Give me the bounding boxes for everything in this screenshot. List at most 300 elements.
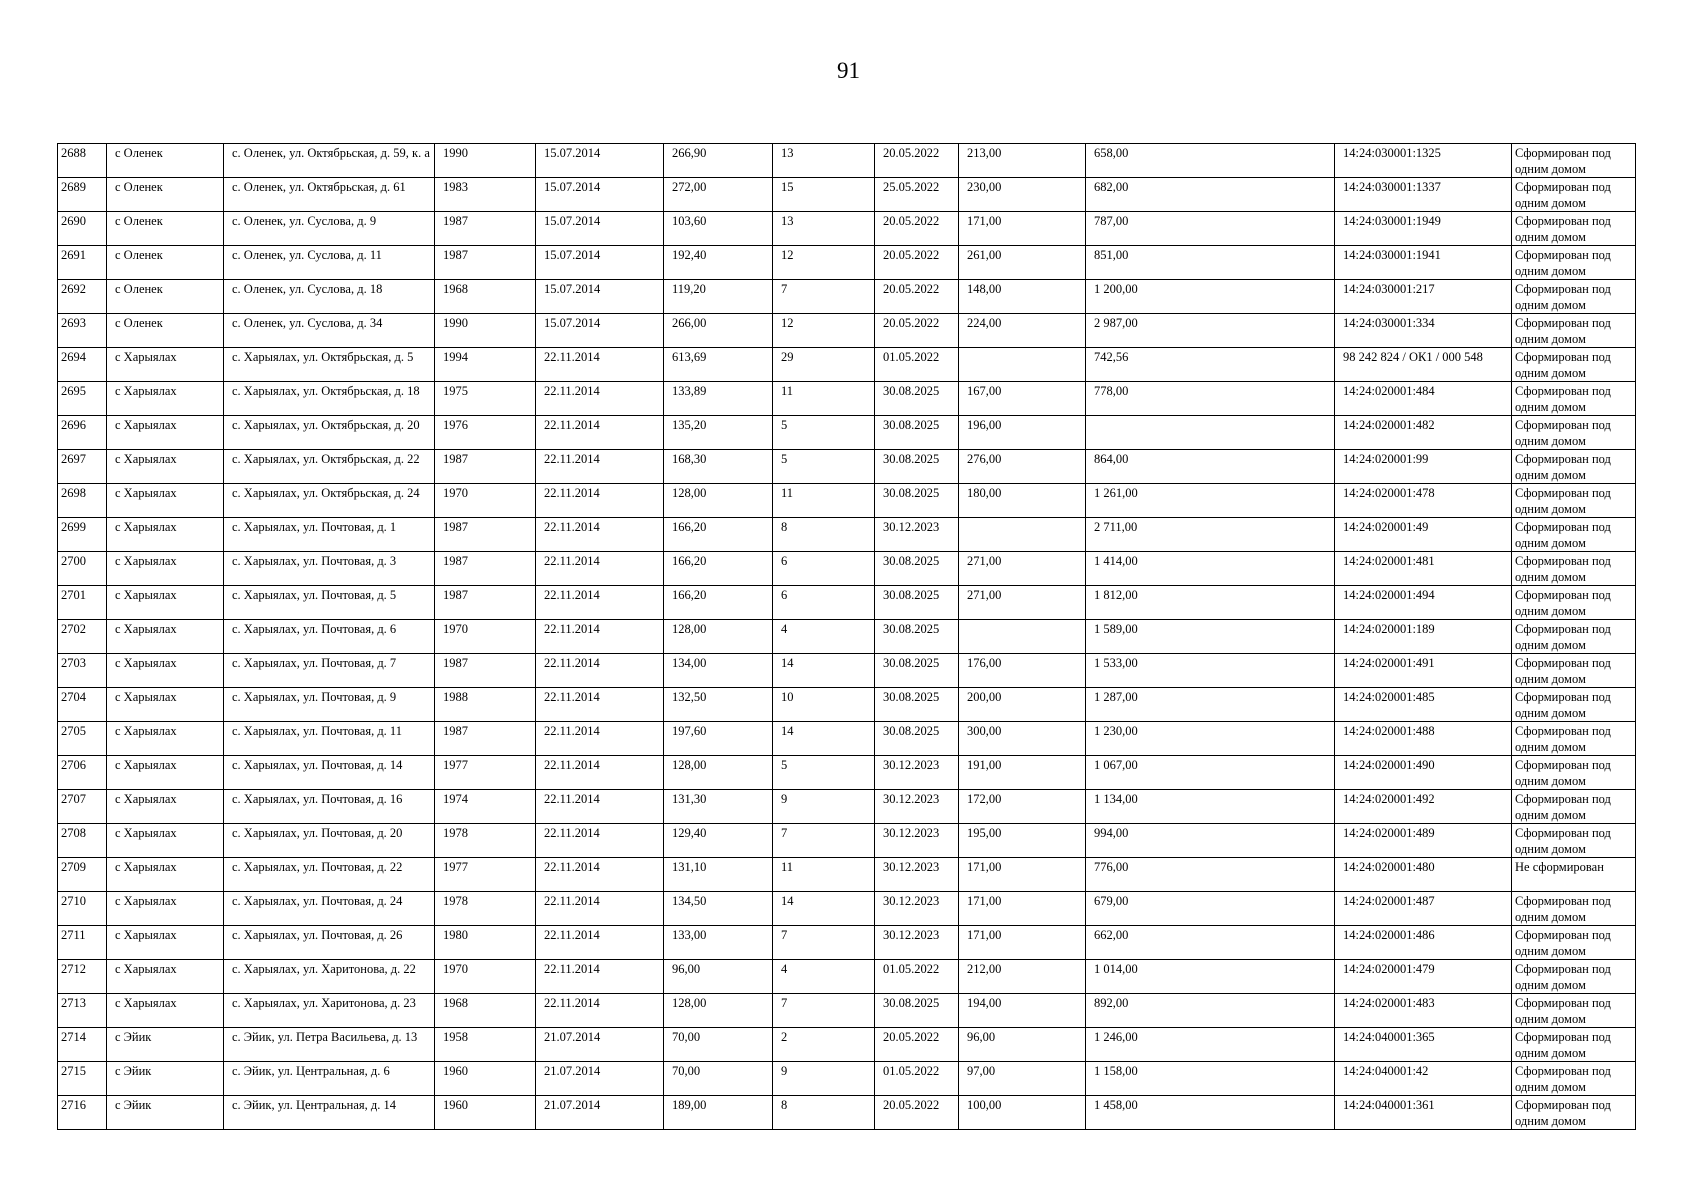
address-cell: с. Харыялах, ул. Октябрьская, д. 18: [224, 382, 435, 416]
record-date-cell: 22.11.2014: [536, 450, 664, 484]
area-cell: 128,00: [664, 756, 773, 790]
apartments-cell: 7: [773, 993, 875, 1027]
address-cell: с. Харыялах, ул. Почтовая, д. 5: [224, 586, 435, 620]
cost-cell: 994,00: [1086, 824, 1335, 858]
cadastral-number-cell: 14:24:030001:1325: [1335, 144, 1512, 178]
deadline-date-cell: 30.08.2025: [875, 450, 959, 484]
area-cell: 128,00: [664, 484, 773, 518]
address-cell: с. Оленек, ул. Суслова, д. 34: [224, 314, 435, 348]
land-status-cell: Сформирован под одним домом: [1512, 824, 1636, 858]
settlement-cell: с Эйик: [107, 1027, 224, 1061]
table-row: [58, 959, 1636, 993]
cost-cell: 851,00: [1086, 246, 1335, 280]
area-cell: 266,90: [664, 144, 773, 178]
area-cell: 133,00: [664, 925, 773, 959]
cost-cell: 1 458,00: [1086, 1095, 1335, 1129]
cost-cell: 679,00: [1086, 891, 1335, 925]
deadline-date-cell: 30.08.2025: [875, 620, 959, 654]
row-number-cell: 2702: [58, 620, 107, 654]
address-cell: с. Эйик, ул. Центральная, д. 6: [224, 1061, 435, 1095]
planned-area-cell: [959, 518, 1086, 552]
row-number-cell: 2704: [58, 688, 107, 722]
cost-cell: 658,00: [1086, 144, 1335, 178]
record-date-cell: 22.11.2014: [536, 790, 664, 824]
settlement-cell: с Эйик: [107, 1095, 224, 1129]
table-row: [58, 824, 1636, 858]
apartments-cell: 8: [773, 1095, 875, 1129]
area-cell: 128,00: [664, 620, 773, 654]
deadline-date-cell: 30.08.2025: [875, 382, 959, 416]
cadastral-number-cell: 14:24:020001:99: [1335, 450, 1512, 484]
settlement-cell: с Харыялах: [107, 484, 224, 518]
land-status-cell: Сформирован под одним домом: [1512, 1061, 1636, 1095]
cadastral-number-cell: 14:24:020001:494: [1335, 586, 1512, 620]
planned-area-cell: 100,00: [959, 1095, 1086, 1129]
record-date-cell: 22.11.2014: [536, 925, 664, 959]
address-cell: с. Харыялах, ул. Октябрьская, д. 5: [224, 348, 435, 382]
cost-cell: 1 246,00: [1086, 1027, 1335, 1061]
cadastral-number-cell: 14:24:020001:484: [1335, 382, 1512, 416]
build-year-cell: 1960: [435, 1095, 536, 1129]
cost-cell: 662,00: [1086, 925, 1335, 959]
build-year-cell: 1987: [435, 654, 536, 688]
cadastral-number-cell: 14:24:020001:486: [1335, 925, 1512, 959]
row-number-cell: 2703: [58, 654, 107, 688]
land-status-cell: Сформирован под одним домом: [1512, 620, 1636, 654]
settlement-cell: с Харыялах: [107, 416, 224, 450]
cost-cell: 1 200,00: [1086, 280, 1335, 314]
cost-cell: 892,00: [1086, 993, 1335, 1027]
cadastral-number-cell: 14:24:030001:1337: [1335, 178, 1512, 212]
deadline-date-cell: 30.08.2025: [875, 722, 959, 756]
land-status-cell: Сформирован под одним домом: [1512, 484, 1636, 518]
table-row: [58, 280, 1636, 314]
record-date-cell: 21.07.2014: [536, 1027, 664, 1061]
apartments-cell: 6: [773, 586, 875, 620]
land-status-cell: Сформирован под одним домом: [1512, 552, 1636, 586]
build-year-cell: 1987: [435, 518, 536, 552]
planned-area-cell: 261,00: [959, 246, 1086, 280]
settlement-cell: с Харыялах: [107, 348, 224, 382]
apartments-cell: 12: [773, 246, 875, 280]
land-status-cell: Сформирован под одним домом: [1512, 891, 1636, 925]
row-number-cell: 2688: [58, 144, 107, 178]
table-row: [58, 484, 1636, 518]
deadline-date-cell: 30.12.2023: [875, 518, 959, 552]
land-status-cell: Сформирован под одним домом: [1512, 212, 1636, 246]
area-cell: 129,40: [664, 824, 773, 858]
table-row: [58, 1027, 1636, 1061]
cadastral-number-cell: 98 242 824 / ОК1 / 000 548: [1335, 348, 1512, 382]
row-number-cell: 2698: [58, 484, 107, 518]
land-status-cell: Сформирован под одним домом: [1512, 314, 1636, 348]
record-date-cell: 22.11.2014: [536, 518, 664, 552]
cost-cell: 742,56: [1086, 348, 1335, 382]
cost-cell: 778,00: [1086, 382, 1335, 416]
record-date-cell: 22.11.2014: [536, 552, 664, 586]
cost-cell: [1086, 416, 1335, 450]
planned-area-cell: 224,00: [959, 314, 1086, 348]
cost-cell: 1 533,00: [1086, 654, 1335, 688]
table-row: [58, 382, 1636, 416]
address-cell: с. Харыялах, ул. Октябрьская, д. 24: [224, 484, 435, 518]
build-year-cell: 1960: [435, 1061, 536, 1095]
record-date-cell: 22.11.2014: [536, 484, 664, 518]
table-row: [58, 1061, 1636, 1095]
settlement-cell: с Харыялах: [107, 586, 224, 620]
build-year-cell: 1987: [435, 212, 536, 246]
settlement-cell: с Харыялах: [107, 552, 224, 586]
record-date-cell: 15.07.2014: [536, 178, 664, 212]
record-date-cell: 22.11.2014: [536, 824, 664, 858]
apartments-cell: 2: [773, 1027, 875, 1061]
table-row: [58, 925, 1636, 959]
table-row: [58, 688, 1636, 722]
planned-area-cell: [959, 348, 1086, 382]
settlement-cell: с Оленек: [107, 212, 224, 246]
row-number-cell: 2700: [58, 552, 107, 586]
planned-area-cell: 171,00: [959, 858, 1086, 892]
table-row: [58, 891, 1636, 925]
land-status-cell: Сформирован под одним домом: [1512, 246, 1636, 280]
cadastral-number-cell: 14:24:020001:482: [1335, 416, 1512, 450]
address-cell: с. Харыялах, ул. Почтовая, д. 1: [224, 518, 435, 552]
apartments-cell: 5: [773, 450, 875, 484]
build-year-cell: 1970: [435, 620, 536, 654]
planned-area-cell: 191,00: [959, 756, 1086, 790]
build-year-cell: 1987: [435, 586, 536, 620]
planned-area-cell: 167,00: [959, 382, 1086, 416]
table-row: [58, 620, 1636, 654]
address-cell: с. Оленек, ул. Суслова, д. 18: [224, 280, 435, 314]
cost-cell: 1 589,00: [1086, 620, 1335, 654]
planned-area-cell: 196,00: [959, 416, 1086, 450]
planned-area-cell: 271,00: [959, 552, 1086, 586]
area-cell: 197,60: [664, 722, 773, 756]
build-year-cell: 1968: [435, 280, 536, 314]
deadline-date-cell: 30.08.2025: [875, 416, 959, 450]
planned-area-cell: 300,00: [959, 722, 1086, 756]
table-row: [58, 416, 1636, 450]
row-number-cell: 2706: [58, 756, 107, 790]
area-cell: 134,00: [664, 654, 773, 688]
cost-cell: 1 230,00: [1086, 722, 1335, 756]
land-status-cell: Сформирован под одним домом: [1512, 1095, 1636, 1129]
area-cell: 132,50: [664, 688, 773, 722]
settlement-cell: с Харыялах: [107, 756, 224, 790]
cost-cell: 787,00: [1086, 212, 1335, 246]
cost-cell: 1 158,00: [1086, 1061, 1335, 1095]
apartments-cell: 14: [773, 891, 875, 925]
cadastral-number-cell: 14:24:030001:334: [1335, 314, 1512, 348]
record-date-cell: 15.07.2014: [536, 280, 664, 314]
row-number-cell: 2701: [58, 586, 107, 620]
address-cell: с. Харыялах, ул. Почтовая, д. 3: [224, 552, 435, 586]
apartments-cell: 10: [773, 688, 875, 722]
address-cell: с. Харыялах, ул. Почтовая, д. 24: [224, 891, 435, 925]
address-cell: с. Оленек, ул. Октябрьская, д. 61: [224, 178, 435, 212]
apartments-cell: 11: [773, 858, 875, 892]
area-cell: 128,00: [664, 993, 773, 1027]
row-number-cell: 2690: [58, 212, 107, 246]
deadline-date-cell: 25.05.2022: [875, 178, 959, 212]
deadline-date-cell: 01.05.2022: [875, 959, 959, 993]
land-status-cell: Сформирован под одним домом: [1512, 722, 1636, 756]
row-number-cell: 2711: [58, 925, 107, 959]
cost-cell: 1 134,00: [1086, 790, 1335, 824]
cadastral-number-cell: 14:24:040001:365: [1335, 1027, 1512, 1061]
record-date-cell: 22.11.2014: [536, 382, 664, 416]
area-cell: 70,00: [664, 1061, 773, 1095]
table-row: [58, 246, 1636, 280]
settlement-cell: с Харыялах: [107, 450, 224, 484]
address-cell: с. Харыялах, ул. Харитонова, д. 23: [224, 993, 435, 1027]
record-date-cell: 15.07.2014: [536, 246, 664, 280]
build-year-cell: 1977: [435, 756, 536, 790]
table-row: [58, 314, 1636, 348]
record-date-cell: 15.07.2014: [536, 212, 664, 246]
deadline-date-cell: 01.05.2022: [875, 1061, 959, 1095]
record-date-cell: 22.11.2014: [536, 993, 664, 1027]
land-status-cell: Сформирован под одним домом: [1512, 925, 1636, 959]
cadastral-number-cell: 14:24:020001:489: [1335, 824, 1512, 858]
area-cell: 134,50: [664, 891, 773, 925]
address-cell: с. Харыялах, ул. Почтовая, д. 14: [224, 756, 435, 790]
deadline-date-cell: 30.08.2025: [875, 688, 959, 722]
land-status-cell: Сформирован под одним домом: [1512, 1027, 1636, 1061]
area-cell: 131,10: [664, 858, 773, 892]
address-cell: с. Харыялах, ул. Почтовая, д. 26: [224, 925, 435, 959]
row-number-cell: 2707: [58, 790, 107, 824]
apartments-cell: 4: [773, 959, 875, 993]
area-cell: 168,30: [664, 450, 773, 484]
planned-area-cell: 194,00: [959, 993, 1086, 1027]
land-status-cell: Сформирован под одним домом: [1512, 959, 1636, 993]
apartments-cell: 9: [773, 1061, 875, 1095]
build-year-cell: 1983: [435, 178, 536, 212]
deadline-date-cell: 20.05.2022: [875, 144, 959, 178]
area-cell: 135,20: [664, 416, 773, 450]
address-cell: с. Эйик, ул. Петра Васильева, д. 13: [224, 1027, 435, 1061]
settlement-cell: с Харыялах: [107, 891, 224, 925]
deadline-date-cell: 30.08.2025: [875, 484, 959, 518]
row-number-cell: 2705: [58, 722, 107, 756]
land-status-cell: Сформирован под одним домом: [1512, 654, 1636, 688]
apartments-cell: 9: [773, 790, 875, 824]
planned-area-cell: 171,00: [959, 212, 1086, 246]
settlement-cell: с Оленек: [107, 144, 224, 178]
land-status-cell: Сформирован под одним домом: [1512, 178, 1636, 212]
record-date-cell: 22.11.2014: [536, 891, 664, 925]
cadastral-number-cell: 14:24:030001:217: [1335, 280, 1512, 314]
page-number: 91: [837, 58, 860, 83]
address-cell: с. Оленек, ул. Суслова, д. 11: [224, 246, 435, 280]
apartments-cell: 7: [773, 925, 875, 959]
address-cell: с. Харыялах, ул. Почтовая, д. 7: [224, 654, 435, 688]
area-cell: 272,00: [664, 178, 773, 212]
build-year-cell: 1987: [435, 722, 536, 756]
planned-area-cell: [959, 620, 1086, 654]
land-status-cell: Сформирован под одним домом: [1512, 382, 1636, 416]
land-status-cell: Сформирован под одним домом: [1512, 518, 1636, 552]
area-cell: 133,89: [664, 382, 773, 416]
address-cell: с. Харыялах, ул. Почтовая, д. 22: [224, 858, 435, 892]
row-number-cell: 2689: [58, 178, 107, 212]
apartments-cell: 6: [773, 552, 875, 586]
settlement-cell: с Харыялах: [107, 722, 224, 756]
table-row: [58, 586, 1636, 620]
land-status-cell: Сформирован под одним домом: [1512, 348, 1636, 382]
area-cell: 96,00: [664, 959, 773, 993]
planned-area-cell: 176,00: [959, 654, 1086, 688]
planned-area-cell: 276,00: [959, 450, 1086, 484]
cadastral-number-cell: 14:24:020001:481: [1335, 552, 1512, 586]
build-year-cell: 1990: [435, 144, 536, 178]
row-number-cell: 2709: [58, 858, 107, 892]
planned-area-cell: 172,00: [959, 790, 1086, 824]
build-year-cell: 1970: [435, 484, 536, 518]
planned-area-cell: 200,00: [959, 688, 1086, 722]
build-year-cell: 1974: [435, 790, 536, 824]
deadline-date-cell: 20.05.2022: [875, 1027, 959, 1061]
apartments-cell: 14: [773, 654, 875, 688]
area-cell: 103,60: [664, 212, 773, 246]
row-number-cell: 2708: [58, 824, 107, 858]
settlement-cell: с Харыялах: [107, 858, 224, 892]
apartments-cell: 4: [773, 620, 875, 654]
address-cell: с. Оленек, ул. Суслова, д. 9: [224, 212, 435, 246]
address-cell: с. Харыялах, ул. Харитонова, д. 22: [224, 959, 435, 993]
cadastral-number-cell: 14:24:020001:189: [1335, 620, 1512, 654]
land-status-cell: Сформирован под одним домом: [1512, 688, 1636, 722]
deadline-date-cell: 20.05.2022: [875, 314, 959, 348]
row-number-cell: 2712: [58, 959, 107, 993]
planned-area-cell: 171,00: [959, 925, 1086, 959]
planned-area-cell: 212,00: [959, 959, 1086, 993]
table-row: [58, 1095, 1636, 1129]
build-year-cell: 1988: [435, 688, 536, 722]
table-row: [58, 722, 1636, 756]
settlement-cell: с Харыялах: [107, 925, 224, 959]
cadastral-number-cell: 14:24:020001:479: [1335, 959, 1512, 993]
settlement-cell: с Харыялах: [107, 790, 224, 824]
land-status-cell: Сформирован под одним домом: [1512, 416, 1636, 450]
table-row: [58, 756, 1636, 790]
address-cell: с. Харыялах, ул. Почтовая, д. 9: [224, 688, 435, 722]
address-cell: с. Харыялах, ул. Октябрьская, д. 22: [224, 450, 435, 484]
cadastral-number-cell: 14:24:020001:491: [1335, 654, 1512, 688]
apartments-cell: 11: [773, 484, 875, 518]
planned-area-cell: 180,00: [959, 484, 1086, 518]
settlement-cell: с Эйик: [107, 1061, 224, 1095]
planned-area-cell: 96,00: [959, 1027, 1086, 1061]
cadastral-number-cell: 14:24:020001:492: [1335, 790, 1512, 824]
land-status-cell: Сформирован под одним домом: [1512, 790, 1636, 824]
deadline-date-cell: 20.05.2022: [875, 280, 959, 314]
build-year-cell: 1987: [435, 552, 536, 586]
row-number-cell: 2699: [58, 518, 107, 552]
row-number-cell: 2692: [58, 280, 107, 314]
build-year-cell: 1980: [435, 925, 536, 959]
row-number-cell: 2710: [58, 891, 107, 925]
build-year-cell: 1976: [435, 416, 536, 450]
area-cell: 266,00: [664, 314, 773, 348]
apartments-cell: 11: [773, 382, 875, 416]
cost-cell: 1 414,00: [1086, 552, 1335, 586]
record-date-cell: 22.11.2014: [536, 858, 664, 892]
land-status-cell: Сформирован под одним домом: [1512, 280, 1636, 314]
land-status-cell: Сформирован под одним домом: [1512, 450, 1636, 484]
table-row: [58, 348, 1636, 382]
build-year-cell: 1994: [435, 348, 536, 382]
settlement-cell: с Оленек: [107, 280, 224, 314]
record-date-cell: 22.11.2014: [536, 348, 664, 382]
address-cell: с. Харыялах, ул. Почтовая, д. 16: [224, 790, 435, 824]
land-status-cell: Не сформирован: [1512, 858, 1636, 892]
deadline-date-cell: 20.05.2022: [875, 212, 959, 246]
settlement-cell: с Харыялах: [107, 824, 224, 858]
deadline-date-cell: 30.12.2023: [875, 858, 959, 892]
deadline-date-cell: 30.12.2023: [875, 756, 959, 790]
table-row: [58, 858, 1636, 892]
settlement-cell: с Оленек: [107, 246, 224, 280]
cadastral-number-cell: 14:24:040001:361: [1335, 1095, 1512, 1129]
area-cell: 119,20: [664, 280, 773, 314]
table-row: [58, 178, 1636, 212]
table-row: [58, 993, 1636, 1027]
cost-cell: 682,00: [1086, 178, 1335, 212]
area-cell: 131,30: [664, 790, 773, 824]
build-year-cell: 1990: [435, 314, 536, 348]
table-row: [58, 212, 1636, 246]
planned-area-cell: 213,00: [959, 144, 1086, 178]
deadline-date-cell: 30.12.2023: [875, 790, 959, 824]
area-cell: 189,00: [664, 1095, 773, 1129]
cadastral-number-cell: 14:24:030001:1941: [1335, 246, 1512, 280]
cadastral-number-cell: 14:24:040001:42: [1335, 1061, 1512, 1095]
cadastral-number-cell: 14:24:020001:480: [1335, 858, 1512, 892]
deadline-date-cell: 01.05.2022: [875, 348, 959, 382]
table-row: [58, 654, 1636, 688]
build-year-cell: 1987: [435, 450, 536, 484]
deadline-date-cell: 30.12.2023: [875, 891, 959, 925]
address-cell: с. Харыялах, ул. Почтовая, д. 11: [224, 722, 435, 756]
record-date-cell: 22.11.2014: [536, 959, 664, 993]
area-cell: 192,40: [664, 246, 773, 280]
record-date-cell: 22.11.2014: [536, 586, 664, 620]
row-number-cell: 2697: [58, 450, 107, 484]
cadastral-number-cell: 14:24:020001:478: [1335, 484, 1512, 518]
build-year-cell: 1977: [435, 858, 536, 892]
apartments-cell: 7: [773, 824, 875, 858]
land-status-cell: Сформирован под одним домом: [1512, 144, 1636, 178]
area-cell: 70,00: [664, 1027, 773, 1061]
build-year-cell: 1970: [435, 959, 536, 993]
apartments-cell: 7: [773, 280, 875, 314]
area-cell: 613,69: [664, 348, 773, 382]
cost-cell: 1 287,00: [1086, 688, 1335, 722]
address-cell: с. Эйик, ул. Центральная, д. 14: [224, 1095, 435, 1129]
cost-cell: 776,00: [1086, 858, 1335, 892]
record-date-cell: 22.11.2014: [536, 688, 664, 722]
record-date-cell: 21.07.2014: [536, 1061, 664, 1095]
row-number-cell: 2691: [58, 246, 107, 280]
planned-area-cell: 171,00: [959, 891, 1086, 925]
row-number-cell: 2694: [58, 348, 107, 382]
housing-table: [57, 143, 1636, 1130]
deadline-date-cell: 30.08.2025: [875, 993, 959, 1027]
apartments-cell: 12: [773, 314, 875, 348]
